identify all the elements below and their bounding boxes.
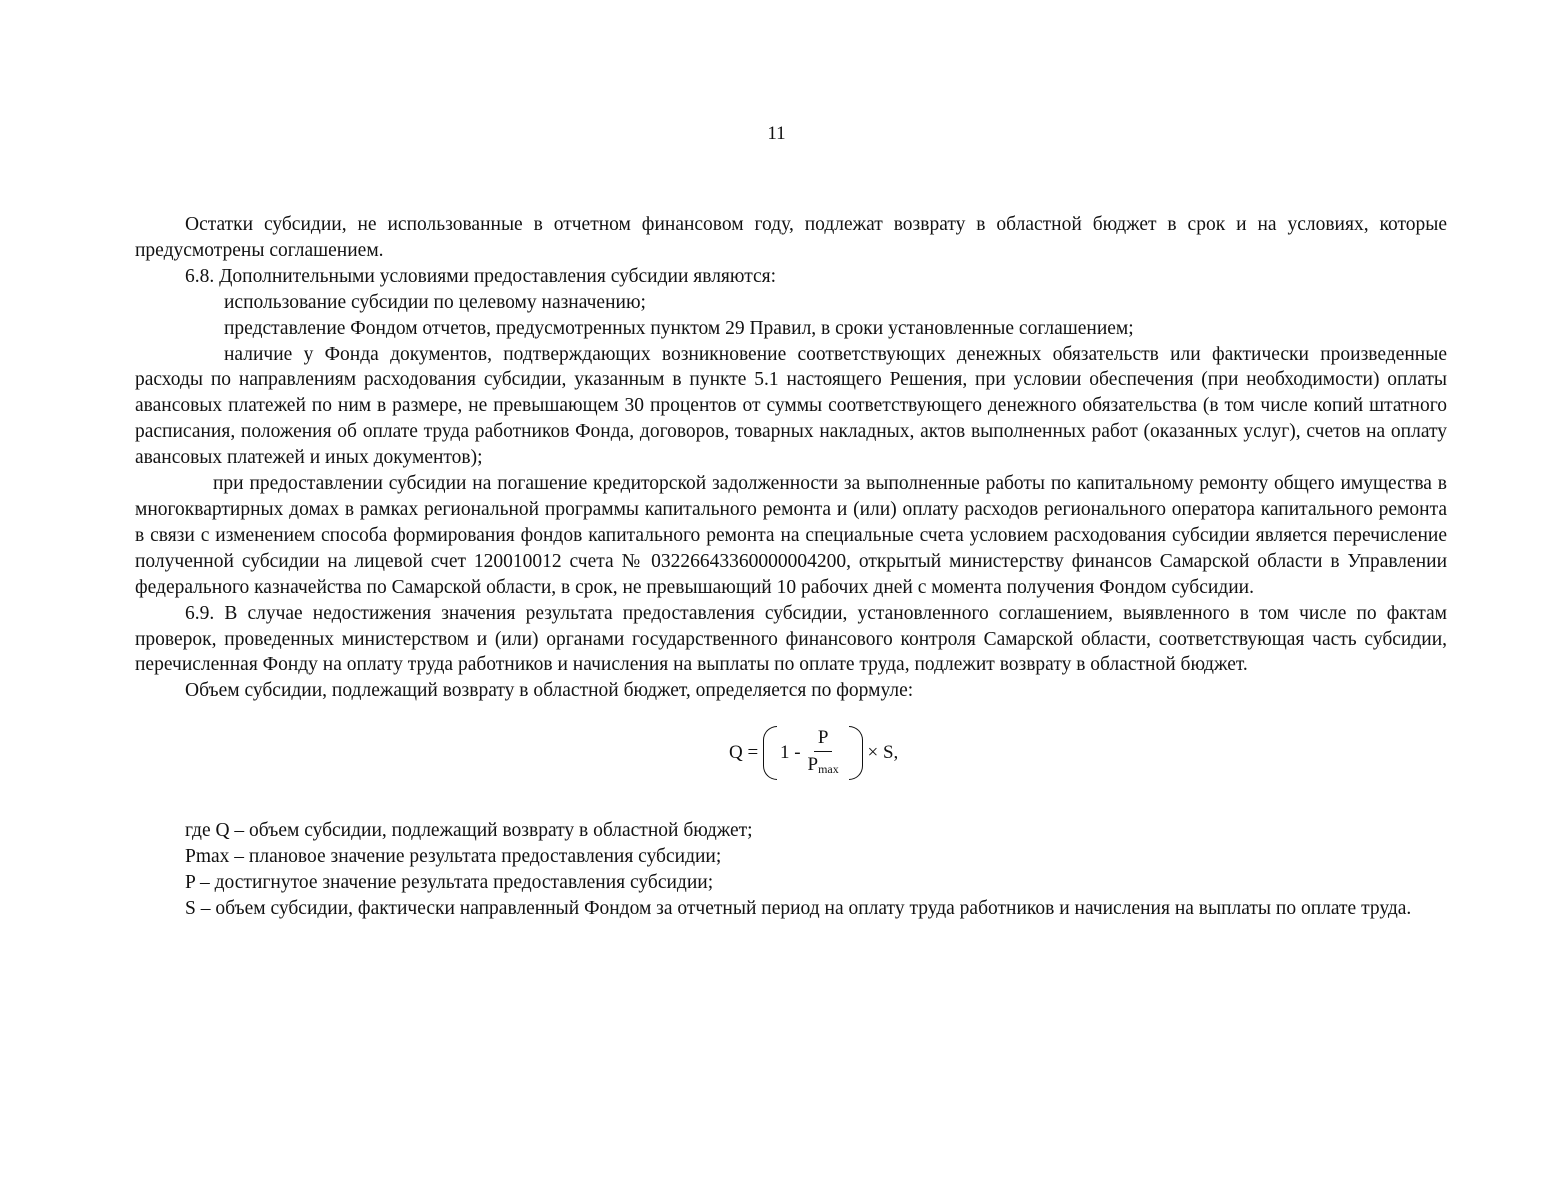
definition-s: S – объем субсидии, фактически направленный Фондом за отчетный период на оплату труда работников и начисления на выплаты по оплате труда. <box>185 897 1412 919</box>
definition-q: где Q – объем субсидии, подлежащий возврату в областной бюджет; <box>185 820 753 842</box>
paragraph-formula-intro: Объем субсидии, подлежащий возврату в областной бюджет, определяется по формуле: <box>185 680 914 702</box>
formula-lhs: Q = <box>729 742 759 764</box>
list-item-credit-debt: при предоставлении субсидии на погашение кредиторской задолженности за выполненные работы по капитальному ремонту общего имущества в многоквартирных домах в рамках региональной программы капитального ремонта и (или) оплату расходов регионального оператора капитального ремонта в связи с изменением способа формирования фондов капитального ремонта на специальные счета условием расходования субсидии является перечисление полученной субсидии на лицевой счет 120010012 счета № 03226643360000004200, открытый министерству финансов Самарской области в Управлении федерального казначейства по Самарской области, в срок, не превышающий 10 рабочих дней с момента получения Фондом субсидии. <box>135 473 1447 598</box>
list-item-documents: наличие у Фонда документов, подтверждающих возникновение соответствующих денежных обязательств или фактически произведенные расходы по направлениям расходования субсидии, указанным в пункте 5.1 настоящего Решения, при условии обеспечения (при необходимости) оплаты авансовых платежей по ним в размере, не превышающем 30 процентов от суммы соответствующего денежного обязательства (в том числе копий штатного расписания, положения об оплате труда работников Фонда, договоров, товарных накладных, актов выполненных работ (оказанных услуг), счетов на оплату авансовых платежей и иных документов); <box>135 343 1447 469</box>
fraction-denominator <box>804 752 843 780</box>
definition-pmax: Pmax – плановое значение результата предоставления субсидии; <box>185 846 722 868</box>
return-volume-formula <box>729 722 898 784</box>
paragraph-6-8-heading: 6.8. Дополнительными условиями предоставления субсидии являются: <box>185 265 777 287</box>
fraction-numerator: P <box>814 727 833 752</box>
list-item-reports: представление Фондом отчетов, предусмотренных пунктом 29 Правил, в сроки установленные соглашением; <box>224 317 1134 339</box>
denominator-subscript: max <box>818 761 839 776</box>
page-number: 11 <box>767 123 786 144</box>
right-parenthesis <box>849 726 863 780</box>
formula-one-minus: 1 - <box>779 742 801 764</box>
formula-block <box>135 704 1447 818</box>
paragraph-subsidy-remainder: Остатки субсидии, не использованные в отчетном финансовом году, подлежат возврату в областной бюджет в срок и на условиях, которые предусмотрены соглашением. <box>135 214 1447 261</box>
paragraph-6-9: 6.9. В случае недостижения значения результата предоставления субсидии, установленного соглашением, выявленного в том числе по фактам проверок, проведенных министерством и (или) органами государственного финансового контроля Самарской области, соответствующая часть субсидии, перечисленная Фонду на оплату труда работников и начисления на выплаты по оплате труда, подлежит возврату в областной бюджет. <box>135 602 1447 676</box>
definition-p: P – достигнутое значение результата предоставления субсидии; <box>185 872 714 894</box>
denominator-base: P <box>807 753 819 775</box>
formula-fraction <box>804 727 843 780</box>
list-item-target-use: использование субсидии по целевому назначению; <box>224 291 646 313</box>
document-body <box>135 212 1447 922</box>
left-parenthesis <box>763 726 777 780</box>
formula-rhs: × S, <box>867 742 899 764</box>
